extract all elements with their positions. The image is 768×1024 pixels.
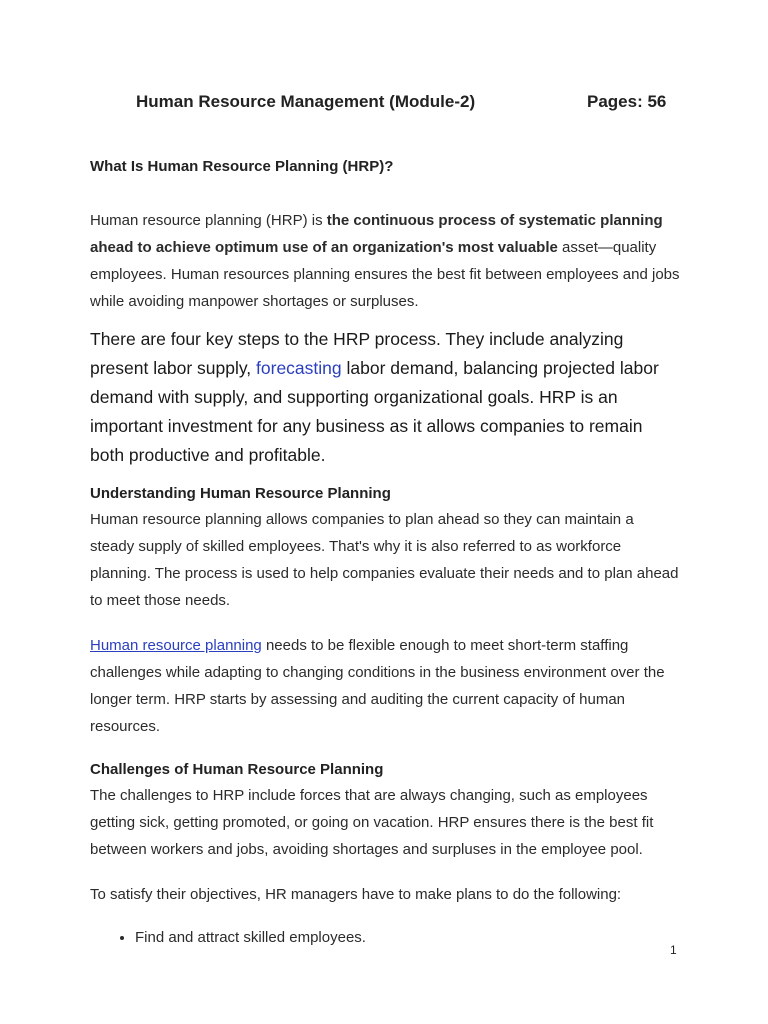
hrp-link[interactable]: Human resource planning xyxy=(90,637,262,654)
flexibility-text: needs to be flexible enough to meet short-term staffing challenges while adapting to changing conditions in the business environment over the longer term. HRP starts by assessing and auditing the current capacity of human resources. xyxy=(90,637,665,735)
understanding-paragraph: Human resource planning allows companies to plan ahead so they can maintain a steady supply of skilled employees. That's why it is also referred to as workforce planning. The process is used to help companies evaluate their needs and to plan ahead to meet those needs. xyxy=(90,511,679,609)
steps-rest-text: labor demand, balancing projected labor demand with supply, and supporting organizational goals. HRP is an important investment for any business as it allows companies to remain both productive and profitable. xyxy=(90,358,659,465)
intro-rest-text: asset—quality employees. Human resources planning ensures the best fit between employees and jobs while avoiding manpower shortages or surpluses. xyxy=(90,239,680,310)
intro-text: Human resource planning (HRP) is xyxy=(90,212,327,229)
steps-text: There are four key steps to the HRP process. They include analyzing present labor supply, xyxy=(90,329,624,378)
document-title: Human Resource Management (Module-2) xyxy=(136,92,476,111)
heading-understanding-hrp: Understanding Human Resource Planning xyxy=(90,485,391,502)
document-body xyxy=(90,155,680,951)
heading-what-is-hrp: What Is Human Resource Planning (HRP)? xyxy=(90,158,394,175)
challenges-paragraph: The challenges to HRP include forces that are always changing, such as employees getting sick, getting promoted, or going on vacation. HRP ensures there is the best fit between workers and jobs, avoiding shortages and surpluses in the employee pool. xyxy=(90,787,654,858)
intro-bold-text: the continuous process of systematic planning ahead to achieve optimum use of an organization's most valuable xyxy=(90,212,663,256)
forecasting-link[interactable]: forecasting xyxy=(256,358,342,378)
list-item: • Find and attract skilled employees. xyxy=(135,924,680,951)
flexibility-paragraph xyxy=(90,632,680,740)
heading-challenges-hrp: Challenges of Human Resource Planning xyxy=(90,761,384,778)
intro-paragraph xyxy=(90,207,680,315)
page-number: 1 xyxy=(670,943,677,957)
page-count: Pages: 56 xyxy=(587,92,667,111)
steps-paragraph xyxy=(90,325,680,470)
objectives-list xyxy=(90,924,680,951)
objectives-paragraph: To satisfy their objectives, HR managers have to make plans to do the following: xyxy=(90,886,622,903)
